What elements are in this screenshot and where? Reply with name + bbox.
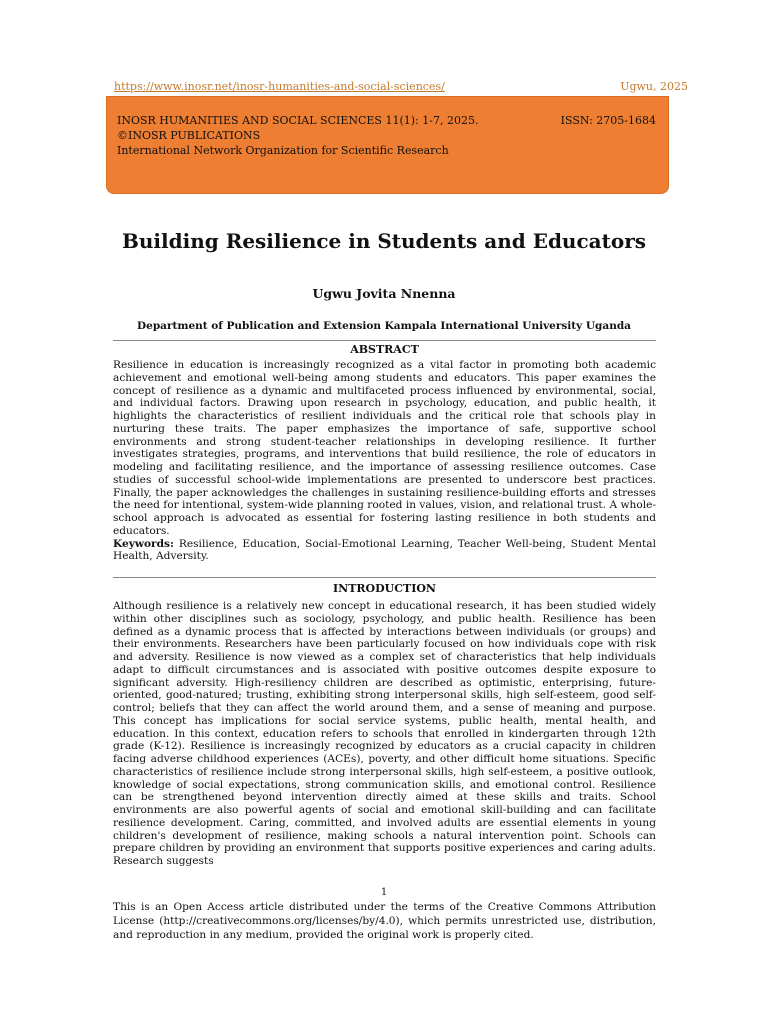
publisher: ©INOSR PUBLICATIONS	[117, 129, 261, 142]
issn: ISSN: 2705-1684	[560, 114, 656, 127]
introduction-text: Although resilience is a relatively new concept in educational research, it has been studied widely within other disciplines such as sociology, psychology, and public health. Resilience has been defined as a dynamic process that is affected by interactions between individuals (or groups) and their environments. Researchers have been particularly focused on how individuals cope with risk and adversity. Resilience is now viewed as a complex set of characteristics that help individuals adapt to difficult circumstances and is associated with positive outcomes despite exposure to significant adversity. High-resiliency children are described as optimistic, enterprising, future-oriented, good-natured; trusting, exhibiting strong interpersonal skills, high self-esteem, good self-control; beliefs that they can affect the world around them, and a sense of meaning and purpose. This concept has implications for social service systems, public health, mental health, and education. In this context, education refers to schools that enrolled in kindergarten through 12th grade (K-12). Resilience is increasingly recognized by educators as a crucial capacity in children facing adverse childhood experiences (ACEs), poverty, and other difficult home situations. Specific characteristics of resilience include strong interpersonal skills, high self-esteem, a positive outlook, knowledge of social expectations, strong communication skills, and emotional control. Resilience can be strengthened beyond intervention directly aimed at these skills and traits. School environments are also powerful agents of social and emotional skill-building and can facilitate resilience development. Caring, committed, and involved adults are essential elements in young children's development of resilience, making schools a natural intervention point. Schools can prepare children by providing an environment that supports positive experiences and caring adults. Research suggests	[113, 600, 656, 867]
abstract-text: Resilience in education is increasingly recognized as a vital factor in promoting both academic achievement and emotional well-being among students and educators. This paper examines the concept of resilience as a dynamic and multifaceted process influenced by environmental, social, and individual factors. Drawing upon research in psychology, education, and public health, it highlights the characteristics of resilient individuals and the critical role that schools play in nurturing these traits. The paper emphasizes the importance of safe, supportive school environments and strong student-teacher relationships in developing resilience. It further investigates strategies, programs, and interventions that build resilience, the role of educators in modeling and facilitating resilience, and the importance of assessing resilience outcomes. Case studies of successful school-wide implementations are presented to underscore best practices. Finally, the paper acknowledges the challenges in sustaining resilience-building efforts and stresses the need for intentional, system-wide planning rooted in values, vision, and relational trust. A whole-school approach is advocated as essential for fostering lasting resilience in both students and educators.	[113, 359, 656, 537]
divider	[113, 577, 656, 578]
page-number: 1	[380, 887, 388, 898]
journal-citation: INOSR HUMANITIES AND SOCIAL SCIENCES 11(1): 1-7, 2025.	[117, 114, 479, 127]
journal-url-link[interactable]: https://www.inosr.net/inosr-humanities-and-social-sciences/	[114, 80, 445, 93]
paper-title: Building Resilience in Students and Educators	[121, 229, 646, 253]
keywords	[113, 538, 656, 564]
keywords-label: Keywords:	[113, 537, 174, 550]
divider	[113, 340, 656, 341]
license-note: This is an Open Access article distributed under the terms of the Creative Commons Attribution License (http://creativecommons.org/licenses/by/4.0), which permits unrestricted use, distribution, and reproduction in any medium, provided the original work is properly cited.	[113, 901, 656, 941]
author-affiliation: Department of Publication and Extension Kampala International University Uganda	[137, 320, 631, 332]
paper-author: Ugwu Jovita Nnenna	[312, 286, 456, 301]
journal-banner	[106, 96, 669, 194]
introduction-heading: INTRODUCTION	[333, 582, 436, 595]
introduction-body	[113, 600, 656, 868]
keywords-list: Resilience, Education, Social-Emotional Learning, Teacher Well-being, Student Mental Health, Adversity.	[113, 537, 656, 563]
abstract-body	[113, 359, 656, 563]
running-header	[114, 80, 688, 94]
running-author: Ugwu, 2025	[620, 80, 688, 93]
organization: International Network Organization for Scientific Research	[117, 144, 449, 157]
abstract-heading: ABSTRACT	[350, 343, 419, 356]
